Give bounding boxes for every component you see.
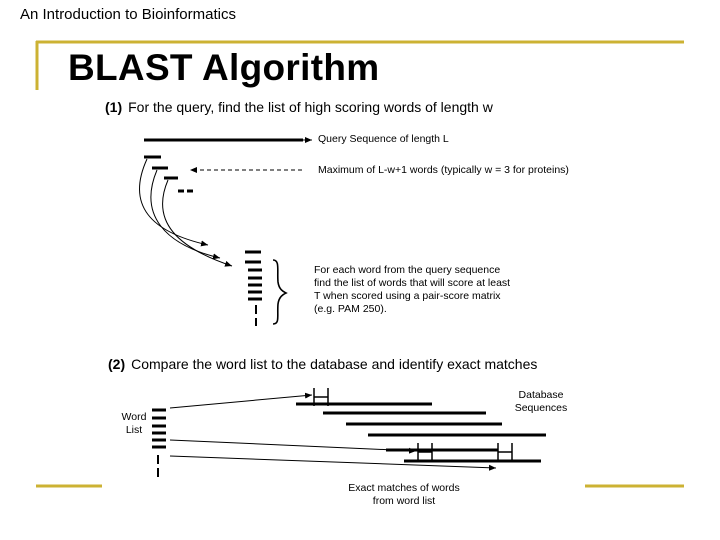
compare-arrow-2 — [170, 440, 416, 451]
word-list-label-line-2: List — [125, 424, 143, 436]
step2-word-list — [152, 410, 166, 447]
step1-text: For the query, find the list of high scoring words of length w — [128, 99, 493, 115]
compare-arrow-1 — [170, 395, 312, 408]
course-header: An Introduction to Bioinformatics — [20, 6, 236, 23]
exact-matches-line-2: from word list — [372, 495, 436, 507]
database-label-line-1: Database — [518, 389, 564, 401]
step2-heading — [108, 356, 537, 372]
slide-title: BLAST Algorithm — [68, 47, 380, 88]
step1-number: (1) — [105, 99, 123, 115]
word-list-label-line-1: Word — [121, 411, 147, 423]
match-marker-3 — [498, 443, 512, 462]
max-words-label: Maximum of L-w+1 words (typically w = 3 for proteins) — [318, 164, 569, 176]
word-list-description-line-3: T when scored using a pair-score matrix — [314, 290, 501, 302]
step2-text: Compare the word list to the database and identify exact matches — [131, 356, 538, 372]
word-list-label — [114, 411, 154, 437]
exact-matches-line-1: Exact matches of words — [348, 482, 460, 494]
step2-number: (2) — [108, 356, 126, 372]
query-sequence-label: Query Sequence of length L — [318, 133, 449, 145]
word-list-description-line-4: (e.g. PAM 250). — [314, 303, 387, 315]
database-sequences-label — [506, 389, 576, 415]
match-marker-2 — [418, 443, 432, 462]
word-list-description-line-2: find the list of words that will score at least — [314, 277, 511, 289]
word-list-description-line-1: For each word from the query sequence — [314, 264, 501, 276]
database-label-line-2: Sequences — [514, 402, 568, 414]
exact-matches-label — [336, 482, 472, 508]
step1-heading — [105, 99, 493, 115]
word-list-description — [314, 264, 510, 316]
